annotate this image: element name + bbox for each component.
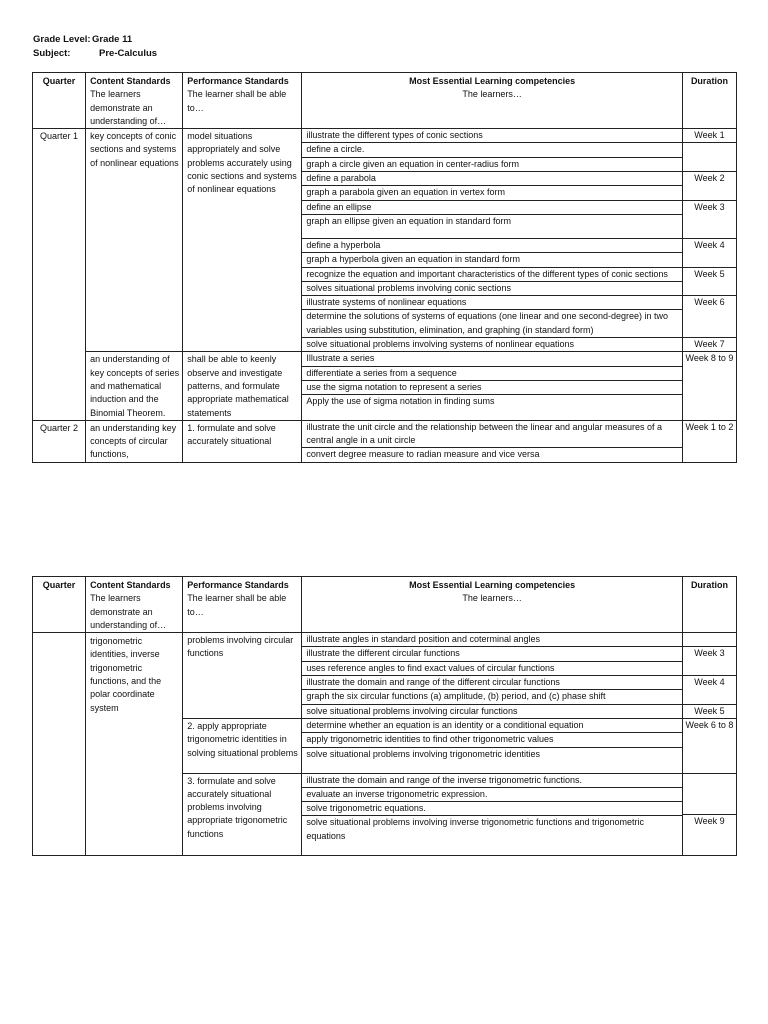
duration-week-4: Week 4: [682, 238, 736, 267]
list-item: use the sigma notation to represent a series: [302, 381, 682, 395]
performance-standard-series: shall be able to keenly observe and investigate patterns, and formulate appropriate mathematical statements: [183, 352, 302, 420]
header-duration: Duration: [682, 577, 736, 633]
list-item: illustrate systems of nonlinear equations: [302, 296, 682, 310]
list-item: solve situational problems involving trigonometric identities: [306, 748, 540, 759]
header-performance-standards: Performance Standards The learner shall be able to…: [183, 73, 302, 129]
list-item: solve trigonometric equations.: [306, 803, 426, 814]
performance-standard-circular: 1. formulate and solve accurately situational: [183, 420, 302, 462]
list-item: apply trigonometric identities to find other trigonometric values: [302, 733, 682, 747]
duration-week-1-2: Week 1 to 2: [682, 420, 736, 462]
list-item: solve situational problems involving circular functions: [306, 705, 518, 716]
duration-week-9: Week 9: [694, 815, 725, 826]
duration-week-8-9: Week 8 to 9: [685, 353, 734, 364]
list-item: graph a parabola given an equation in vertex form: [306, 187, 505, 198]
quarter-1-cell: Quarter 1: [33, 129, 86, 421]
duration-week-3: Week 3: [682, 200, 736, 238]
list-item: uses reference angles to find exact values of circular functions: [306, 662, 555, 673]
curriculum-table-1: [32, 72, 737, 463]
duration-week-6-8: Week 6 to 8: [682, 718, 736, 773]
header-mel: Most Essential Learning competencies The learners…: [302, 73, 683, 129]
subject-line: [33, 47, 158, 60]
list-item: recognize the equation and important characteristics of the different types of conic sections: [302, 268, 682, 282]
performance-standard-conics: model situations appropriately and solve problems accurately using conic sections and systems of nonlinear equations: [183, 129, 302, 352]
quarter-cell-empty: [33, 633, 86, 856]
duration-week-3: Week 3: [694, 648, 725, 659]
curriculum-table-2: [32, 576, 737, 856]
header-content-standards: Content Standards The learners demonstrate an understanding of…: [86, 577, 183, 633]
list-item: define a circle.: [302, 143, 682, 157]
list-item: determine whether an equation is an identity or a conditional equation: [302, 719, 682, 733]
list-item: illustrate the different types of conic sections: [302, 129, 682, 143]
list-item: evaluate an inverse trigonometric expression.: [302, 788, 682, 802]
list-item: define a hyperbola: [302, 239, 682, 253]
header-quarter: Quarter: [33, 73, 86, 129]
duration-week-5: Week 5: [682, 267, 736, 296]
list-item: solves situational problems involving conic sections: [306, 282, 511, 293]
content-standard-series: an understanding of key concepts of series and mathematical induction and the Binomial Theorem.: [86, 352, 183, 420]
content-standard-circular: an understanding key concepts of circular functions,: [86, 420, 183, 462]
list-item: illustrate the domain and range of the inverse trigonometric functions.: [302, 774, 682, 788]
duration-week-5: Week 5: [682, 704, 736, 718]
competency-group-w1: [302, 129, 682, 171]
header-mel-sub: The learners…: [462, 89, 522, 100]
subject-value: Pre-Calculus: [99, 48, 158, 59]
quarter-2-cell: Quarter 2: [33, 420, 86, 462]
list-item: Illustrate a series: [302, 352, 682, 366]
header-duration: Duration: [682, 73, 736, 129]
content-standard-trig: trigonometric identities, inverse trigonometric functions, and the polar coordinate system: [86, 633, 183, 856]
list-item: illustrate the different circular functions: [302, 647, 682, 661]
header-content-sub: The learners demonstrate an understanding of…: [90, 89, 167, 126]
grade-level-value: Grade 11: [92, 34, 133, 45]
duration-week-6: Week 6: [682, 296, 736, 338]
table-row: [33, 633, 737, 676]
header-mel: Most Essential Learning competencies The learners…: [302, 577, 683, 633]
list-item: graph the six circular functions (a) amplitude, (b) period, and (c) phase shift: [306, 691, 606, 702]
content-standard-conics: key concepts of conic sections and systems of nonlinear equations: [86, 129, 183, 352]
list-item: convert degree measure to radian measure and vice versa: [306, 449, 540, 460]
performance-standard-inverse: 3. formulate and solve accurately situational problems involving appropriate trigonometric functions: [183, 773, 302, 856]
duration-week-2: Week 2: [682, 172, 736, 201]
list-item: determine the solutions of systems of equations (one linear and one second-degree) in two variables using substitution, elimination, and graphing (in standard form): [306, 311, 669, 335]
table-row: [33, 129, 737, 172]
list-item: illustrate the domain and range of the different circular functions: [302, 676, 682, 690]
subject-label: Subject:: [33, 48, 71, 59]
header-performance-standards: Performance Standards The learner shall be able to…: [183, 577, 302, 633]
list-item: differentiate a series from a sequence: [302, 367, 682, 381]
header-content-sub: The learners demonstrate an understanding of…: [90, 593, 167, 630]
duration-week-4: Week 4: [682, 676, 736, 705]
grade-level-label: Grade Level:: [33, 34, 91, 45]
performance-standard-identities: 2. apply appropriate trigonometric identities in solving situational problems: [183, 718, 302, 773]
list-item: solve situational problems involving inverse trigonometric functions and trigonometric equations: [306, 817, 645, 841]
list-item: illustrate the unit circle and the relationship between the linear and angular measures of a central angle in a unit circle: [302, 421, 682, 449]
list-item: graph a circle given an equation in center-radius form: [306, 158, 519, 169]
header-quarter: Quarter: [33, 577, 86, 633]
list-item: solve situational problems involving systems of nonlinear equations: [306, 339, 574, 350]
list-item: Apply the use of sigma notation in finding sums: [306, 396, 495, 407]
duration-week-7: Week 7: [682, 338, 736, 352]
performance-standard-circular-problems: problems involving circular functions: [183, 633, 302, 719]
grade-level-line: [33, 33, 133, 46]
list-item: illustrate angles in standard position and coterminal angles: [302, 633, 682, 647]
list-item: graph an ellipse given an equation in standard form: [306, 215, 511, 226]
table-row: [33, 420, 737, 462]
list-item: graph a hyperbola given an equation in standard form: [306, 254, 520, 265]
header-row: [33, 73, 737, 129]
list-item: define an ellipse: [302, 201, 682, 215]
header-performance-sub: The learner shall be able to…: [187, 89, 287, 113]
list-item: define a parabola: [302, 172, 682, 186]
duration-week-1: Week 1: [683, 129, 736, 143]
header-row: [33, 577, 737, 633]
header-performance-sub: The learner shall be able to…: [187, 593, 287, 617]
table-row: [33, 352, 737, 420]
header-content-standards: Content Standards The learners demonstrate an understanding of…: [86, 73, 183, 129]
header-mel-sub: The learners…: [462, 593, 522, 604]
